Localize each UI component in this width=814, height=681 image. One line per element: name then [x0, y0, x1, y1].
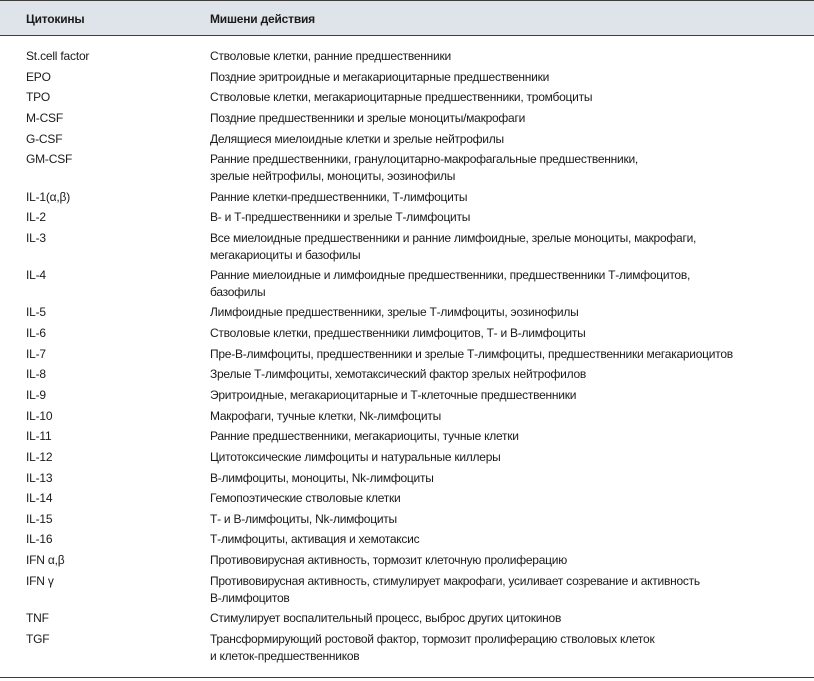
target-line: Ранние предшественники, гранулоцитарно-макрофагальные предшественники, [210, 152, 639, 167]
target-line: Ранние клетки-предшественники, Т-лимфоциты [210, 189, 468, 204]
cytokine-name: IL-15 [26, 511, 53, 526]
target-line: Зрелые Т-лимфоциты, хемотаксический фактор зрелых нейтрофилов [210, 367, 587, 382]
target-line: Т-лимфоциты, активация и хемотаксис [210, 532, 420, 547]
target-line: Ранние миелоидные и лимфоидные предшественники, предшественники Т-лимфоцитов, [210, 268, 691, 283]
cytokine-targets [210, 110, 810, 127]
cytokine-targets [210, 552, 810, 569]
target-line: Стволовые клетки, ранние предшественники [210, 49, 451, 63]
cytokine-name: GM-CSF [26, 152, 73, 167]
cytokine-name: IL-2 [26, 210, 46, 225]
target-line: Трансформирующий ростовой фактор, тормозит пролиферацию стволовых клеток [210, 631, 655, 646]
cytokine-name: IL-8 [26, 367, 46, 382]
bottom-rule [0, 677, 814, 678]
cytokine-name: IL-14 [26, 491, 53, 506]
cytokine-targets [210, 304, 810, 321]
target-line: В-лимфоцитов [210, 590, 290, 605]
target-line: Противовирусная активность, тормозит клеточную пролиферацию [210, 553, 567, 568]
target-line: Стволовые клетки, предшественники лимфоцитов, Т- и В-лимфоциты [210, 325, 586, 340]
cytokine-name: IL-12 [26, 449, 53, 464]
cytokine-name: G-CSF [26, 131, 63, 146]
cytokine-name: IL-5 [26, 305, 46, 320]
cytokine-name: TNF [26, 611, 49, 625]
cytokine-targets [210, 69, 810, 86]
target-line: Лимфоидные предшественники, зрелые Т-лимфоциты, эозинофилы [210, 305, 579, 320]
target-line: Ранние предшественники, мегакариоциты, тучные клетки [210, 429, 519, 444]
cytokine-name: IL-16 [26, 532, 53, 547]
target-line: Поздние эритроидные и мегакариоцитарные предшественники [210, 69, 550, 84]
cytokine-targets [210, 267, 810, 301]
cytokine-name: M-CSF [26, 110, 63, 125]
cytokine-targets [210, 366, 810, 383]
cytokine-name: TGF [26, 631, 50, 646]
cytokine-name: IL-10 [26, 408, 53, 423]
cytokine-name: IL-11 [26, 429, 52, 444]
cytokine-name: IL-13 [26, 470, 53, 485]
target-line: Стимулирует воспалительный процесс, выброс других цитокинов [210, 611, 562, 625]
cytokine-targets [210, 449, 810, 466]
cytokine-targets [210, 209, 810, 226]
cytokine-targets [210, 631, 810, 665]
cytokine-targets [210, 230, 810, 264]
cytokine-name: IL-9 [26, 387, 46, 402]
cytokine-targets [210, 151, 810, 185]
target-line: Стволовые клетки, мегакариоцитарные предшественники, тромбоциты [210, 90, 593, 105]
target-line: Макрофаги, тучные клетки, Nk-лимфоциты [210, 408, 441, 423]
target-line: В-лимфоциты, моноциты, Nk-лимфоциты [210, 470, 434, 485]
cytokine-name: IFN γ [26, 573, 54, 588]
cytokine-targets [210, 610, 810, 627]
header-cytokines: Цитокины [26, 12, 85, 26]
target-line: Все миелоидные предшественники и ранние лимфоидные, зрелые моноциты, макрофаги, [210, 230, 697, 245]
target-line: базофилы [210, 285, 266, 300]
target-line: и клеток-предшественников [210, 648, 360, 663]
target-line: Т- и В-лимфоциты, Nk-лимфоциты [210, 511, 397, 526]
cytokine-targets [210, 48, 810, 65]
table-header [0, 0, 814, 36]
cytokine-targets [210, 511, 810, 528]
cytokine-targets [210, 346, 810, 363]
cytokine-targets [210, 490, 810, 507]
cytokine-name: IFN α,β [26, 553, 65, 568]
cytokine-targets [210, 470, 810, 487]
cytokine-name: IL-6 [26, 325, 46, 340]
target-line: Противовирусная активность, стимулирует макрофаги, усиливает созревание и активность [210, 573, 700, 588]
cytokine-name: IL-4 [26, 268, 46, 283]
target-line: зрелые нейтрофилы, моноциты, эозинофилы [210, 169, 456, 184]
cytokine-targets [210, 573, 810, 607]
cytokine-targets [210, 531, 810, 548]
cytokine-targets [210, 408, 810, 425]
target-line: Делящиеся миелоидные клетки и зрелые нейтрофилы [210, 131, 504, 146]
cytokine-name: IL-3 [26, 230, 46, 245]
cytokine-targets [210, 89, 810, 106]
target-line: Эритроидные, мегакариоцитарные и Т-клеточные предшественники [210, 387, 577, 402]
cytokine-name: St.cell factor [26, 49, 90, 63]
target-line: мегакариоциты и базофилы [210, 247, 361, 262]
cytokine-name: IL-7 [26, 346, 46, 361]
cytokine-targets [210, 325, 810, 342]
target-line: Поздние предшественники и зрелые моноциты/макрофаги [210, 110, 526, 125]
cytokine-targets [210, 189, 810, 206]
cytokine-targets [210, 387, 810, 404]
cytokine-name: IL-1(α,β) [26, 189, 71, 204]
target-line: Цитотоксические лимфоциты и натуральные киллеры [210, 449, 501, 464]
header-targets: Мишени действия [210, 12, 315, 26]
cytokine-targets [210, 428, 810, 445]
target-line: Гемопоэтические стволовые клетки [210, 491, 401, 506]
cytokine-name: EPO [26, 69, 51, 84]
cytokine-name: TPO [26, 90, 51, 105]
target-line: Пре-В-лимфоциты, предшественники и зрелые Т-лимфоциты, предшественники мегакариоцитов [210, 346, 733, 361]
cytokine-targets [210, 131, 810, 148]
target-line: В- и Т-предшественники и зрелые Т-лимфоциты [210, 210, 471, 225]
